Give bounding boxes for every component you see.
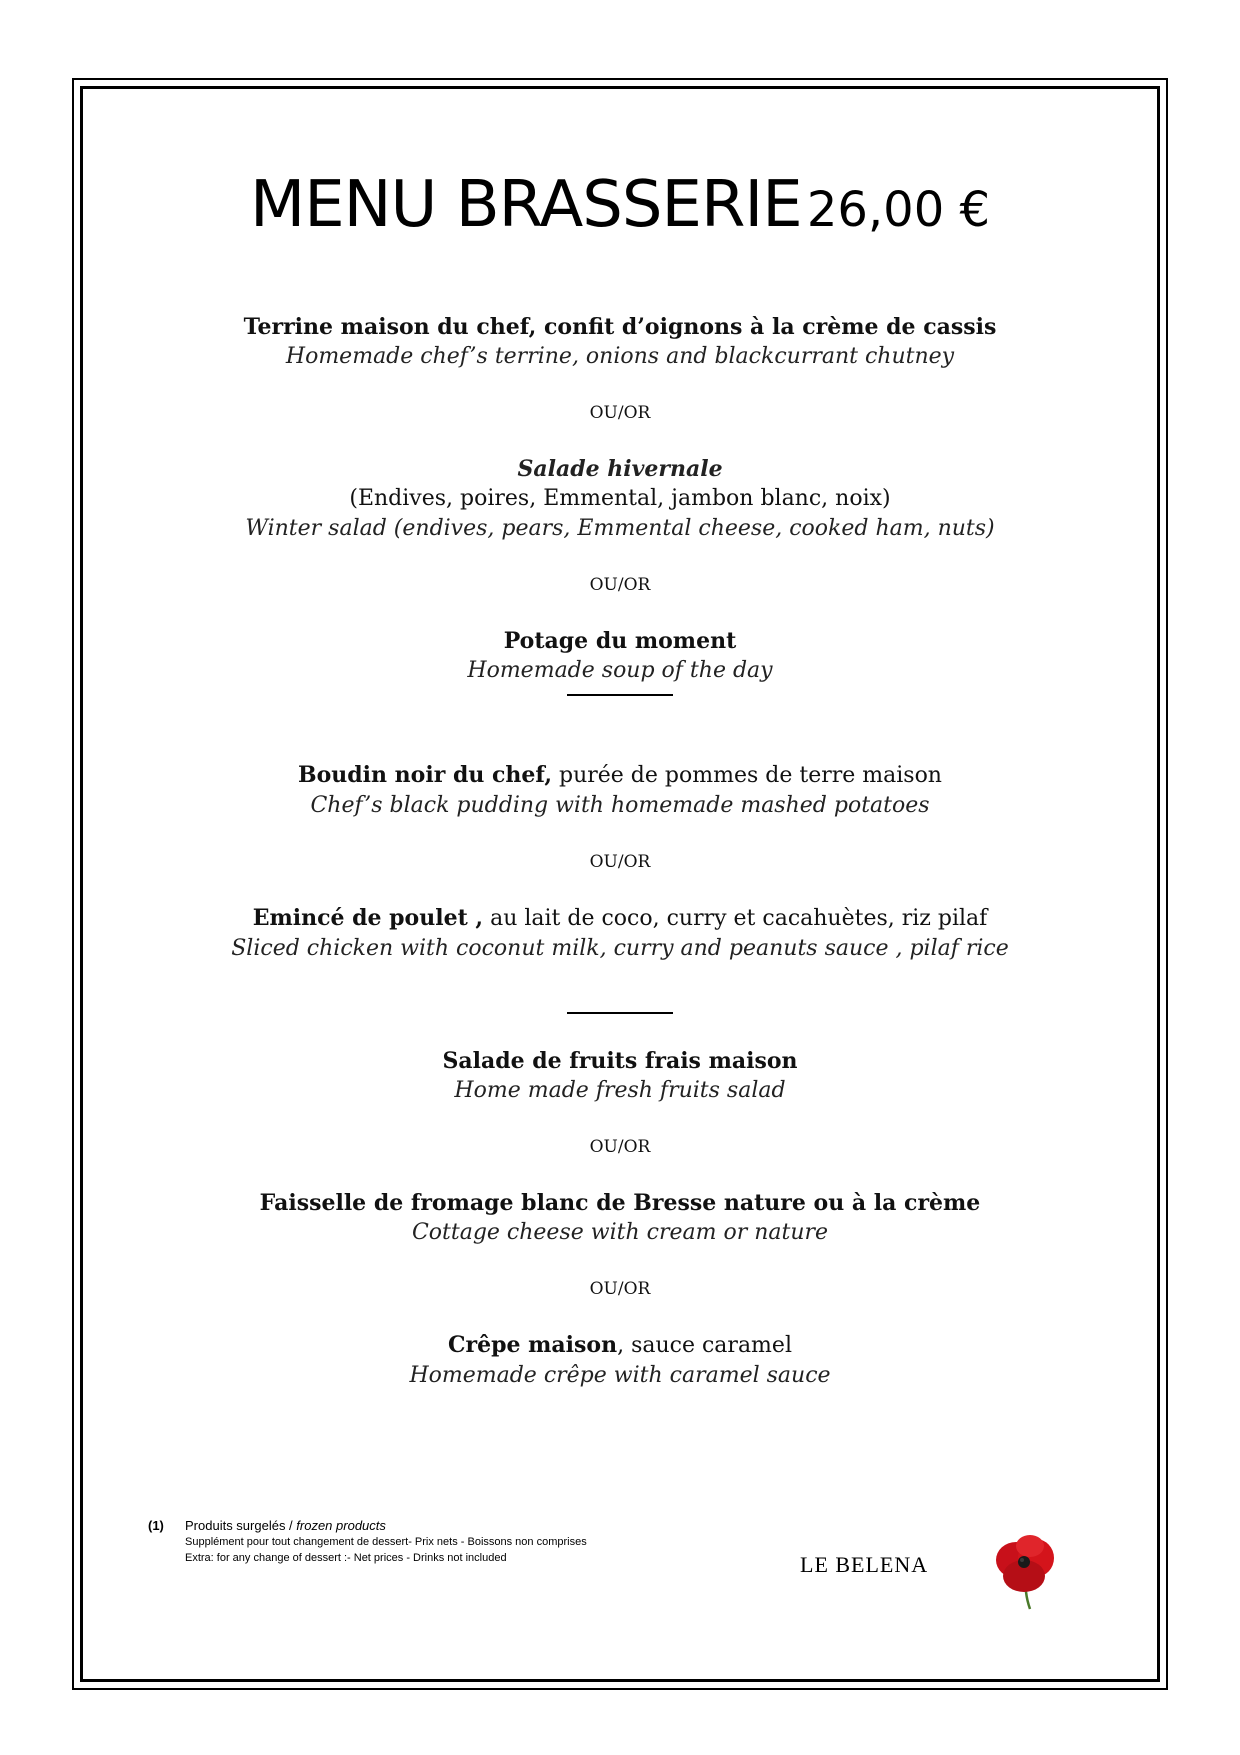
footnote-frozen-en: frozen products — [296, 1518, 386, 1533]
dish-name-fr: Salade de fruits frais maison — [442, 1048, 798, 1074]
starter-3 — [120, 626, 1120, 686]
dish-name-en: Chef’s black pudding with homemade mashed potatoes — [310, 793, 930, 818]
dish-detail-fr: au lait de coco, curry et cacahuètes, riz pilaf — [483, 906, 988, 931]
dish-line-fr — [120, 760, 1120, 791]
or-separator: OU/OR — [589, 852, 651, 872]
dish-name-fr: Crêpe maison — [448, 1332, 618, 1358]
poppy-petal — [1016, 1535, 1044, 1557]
dish-line-fr — [120, 1330, 1120, 1361]
or-separator: OU/OR — [589, 1279, 651, 1299]
menu-title — [0, 168, 1240, 242]
dish-line-fr — [120, 903, 1120, 934]
dish-name-en: Cottage cheese with cream or nature — [411, 1220, 829, 1245]
dish-name-en: Sliced chicken with coconut milk, curry and peanuts sauce , pilaf rice — [231, 936, 1009, 961]
or-separator: OU/OR — [589, 575, 651, 595]
dish-name-fr: Potage du moment — [503, 628, 737, 654]
dessert-1 — [120, 1046, 1120, 1106]
or-separator: OU/OR — [589, 1137, 651, 1157]
dish-name-fr: Salade hivernale — [517, 456, 723, 482]
footnote-frozen-fr: Produits surgelés / — [185, 1518, 297, 1533]
dish-name-en: Homemade chef’s terrine, onions and blackcurrant chutney — [285, 344, 955, 369]
restaurant-name: LE BELENA — [800, 1552, 929, 1577]
dish-name-fr: Faisselle de fromage blanc de Bresse nature ou à la crème — [259, 1190, 981, 1216]
dish-detail-fr: (Endives, poires, Emmental, jambon blanc, noix) — [349, 486, 891, 511]
dish-detail-fr: purée de pommes de terre maison — [552, 763, 942, 788]
dish-name-fr: Terrine maison du chef, confit d’oignons à la crème de cassis — [243, 314, 997, 340]
dish-name-en: Homemade soup of the day — [467, 658, 773, 683]
main-2 — [120, 903, 1120, 964]
poppy-center-highlight — [1020, 1558, 1024, 1562]
footnote-line-1 — [185, 1518, 665, 1534]
dessert-3 — [120, 1330, 1120, 1391]
dish-name-en: Winter salad (endives, pears, Emmental cheese, cooked ham, nuts) — [245, 516, 995, 541]
footnote-line-2: Supplément pour tout changement de dessert- Prix nets - Boissons non comprises — [185, 1536, 587, 1548]
poppy-center — [1018, 1556, 1030, 1568]
main-1 — [120, 760, 1120, 821]
menu-body — [120, 312, 1120, 1391]
dish-name-en: Homemade crêpe with caramel sauce — [409, 1363, 831, 1388]
menu-title-text: MENU BRASSERIE — [249, 168, 802, 242]
starter-1 — [120, 312, 1120, 372]
footnote-text — [185, 1518, 665, 1566]
dish-name-fr: Boudin noir du chef, — [298, 762, 553, 788]
menu-price: 26,00 € — [806, 182, 991, 238]
poppy-flower-icon — [986, 1530, 1066, 1610]
dish-name-fr: Emincé de poulet , — [252, 905, 484, 931]
dish-name-en: Home made fresh fruits salad — [454, 1078, 786, 1103]
or-separator: OU/OR — [589, 403, 651, 423]
dessert-2 — [120, 1188, 1120, 1248]
footnote-marker: (1) — [148, 1518, 164, 1533]
footnote-line-3: Extra: for any change of dessert :- Net prices - Drinks not included — [185, 1552, 507, 1564]
dish-detail-fr: , sauce caramel — [617, 1333, 792, 1358]
starter-2 — [120, 454, 1120, 544]
